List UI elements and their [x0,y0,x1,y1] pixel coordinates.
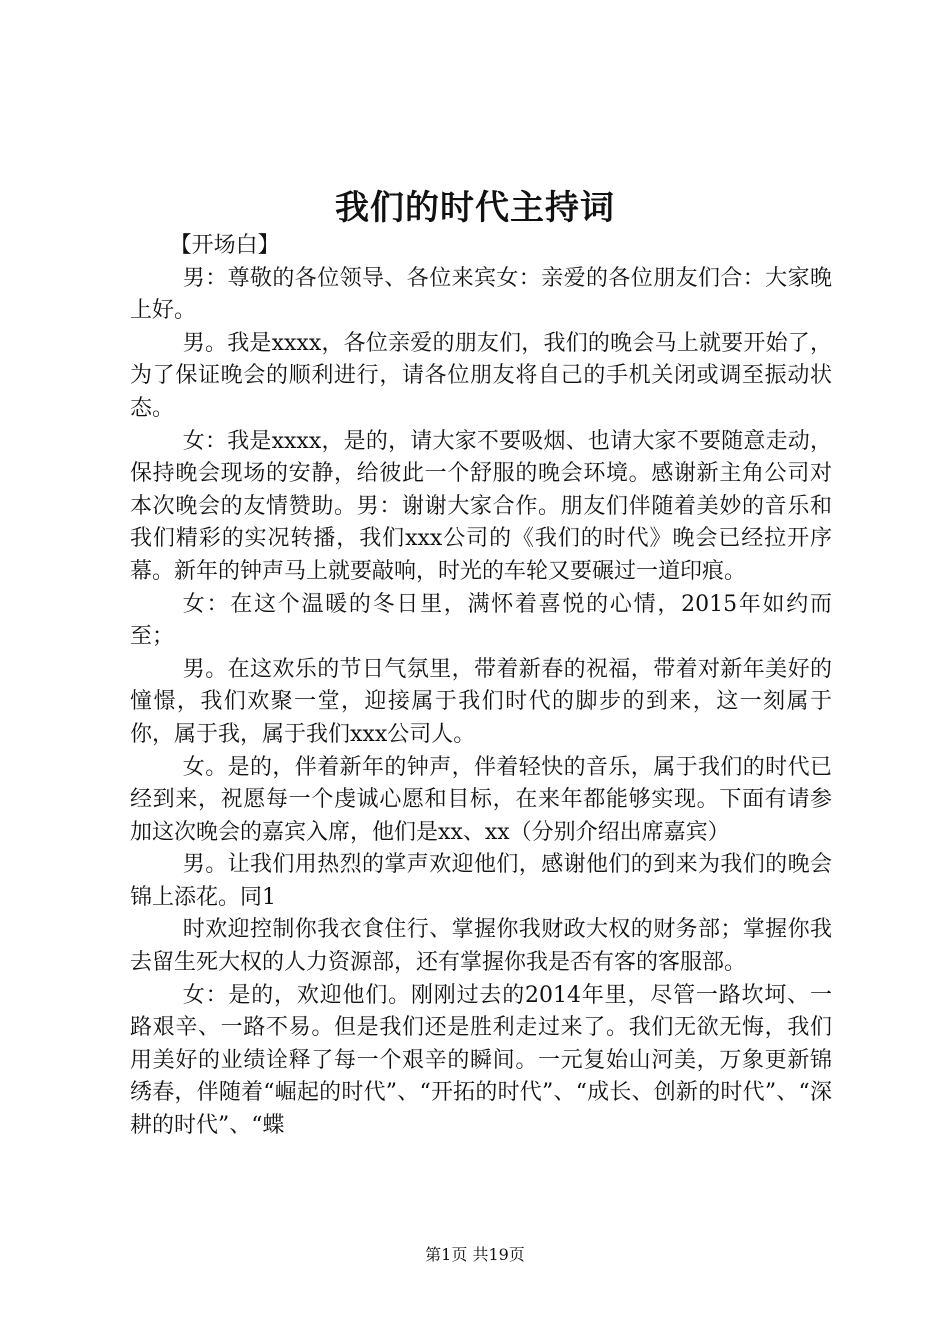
paragraph: 女：在这个温暖的冬日里，满怀着喜悦的心情，2015年如约而至； [130,591,832,650]
document-body [130,230,832,1143]
paragraph: 男。我是xxxx，各位亲爱的朋友们，我们的晚会马上就要开始了，为了保证晚会的顺利进行，请各位朋友将自己的手机关闭或调至振动状态。 [130,330,832,421]
paragraph: 男。让我们用热烈的掌声欢迎他们，感谢他们的到来为我们的晚会锦上添花。同1 [130,852,832,910]
document-title: 我们的时代主持词 [335,188,615,228]
paragraph: 女：我是xxxx，是的，请大家不要吸烟、也请大家不要随意走动，保持晚会现场的安静，给彼此一个舒服的晚会环境。感谢新主角公司对本次晚会的友情赞助。男：谢谢大家合作。朋友们伴随着美妙的音乐和我们精彩的实况转播，我们xxx公司的《我们的时代》晚会已经拉开序幕。新年的钟声马上就要敲响，时光的车轮又要碾过一道印痕。 [130,428,832,584]
paragraph: 女：是的，欢迎他们。刚刚过去的2014年里，尽管一路坎坷、一路艰辛、一路不易。但是我们还是胜利走过来了。我们无欲无悔，我们用美好的业绩诠释了每一个艰辛的瞬间。一元复始山河美，万象更新锦绣春，伴随着“崛起的时代”、“开拓的时代”、“成长、创新的时代”、“深耕的时代”、“蝶 [130,982,832,1139]
paragraph: 时欢迎控制你我衣食住行、掌握你我财政大权的财务部；掌握你我去留生死大权的人力资源部，还有掌握你我是否有客的客服部。 [130,917,832,976]
paragraph: 男：尊敬的各位领导、各位来宾女：亲爱的各位朋友们合：大家晚上好。 [130,265,832,324]
page-footer: 第1页 共19页 [425,1245,525,1264]
paragraph: 女。是的，伴着新年的钟声，伴着轻快的音乐，属于我们的时代已经到来，祝愿每一个虔诚心愿和目标，在来年都能够实现。下面有请参加这次晚会的嘉宾入席，他们是xx、xx（分别介绍出席嘉宾） [130,754,832,845]
paragraph: 男。在这欢乐的节日气氛里，带着新春的祝福，带着对新年美好的憧憬，我们欢聚一堂，迎接属于我们时代的脚步的到来，这一刻属于你，属于我，属于我们xxx公司人。 [130,656,832,747]
section-heading-opening: 【开场白】 [169,233,280,258]
